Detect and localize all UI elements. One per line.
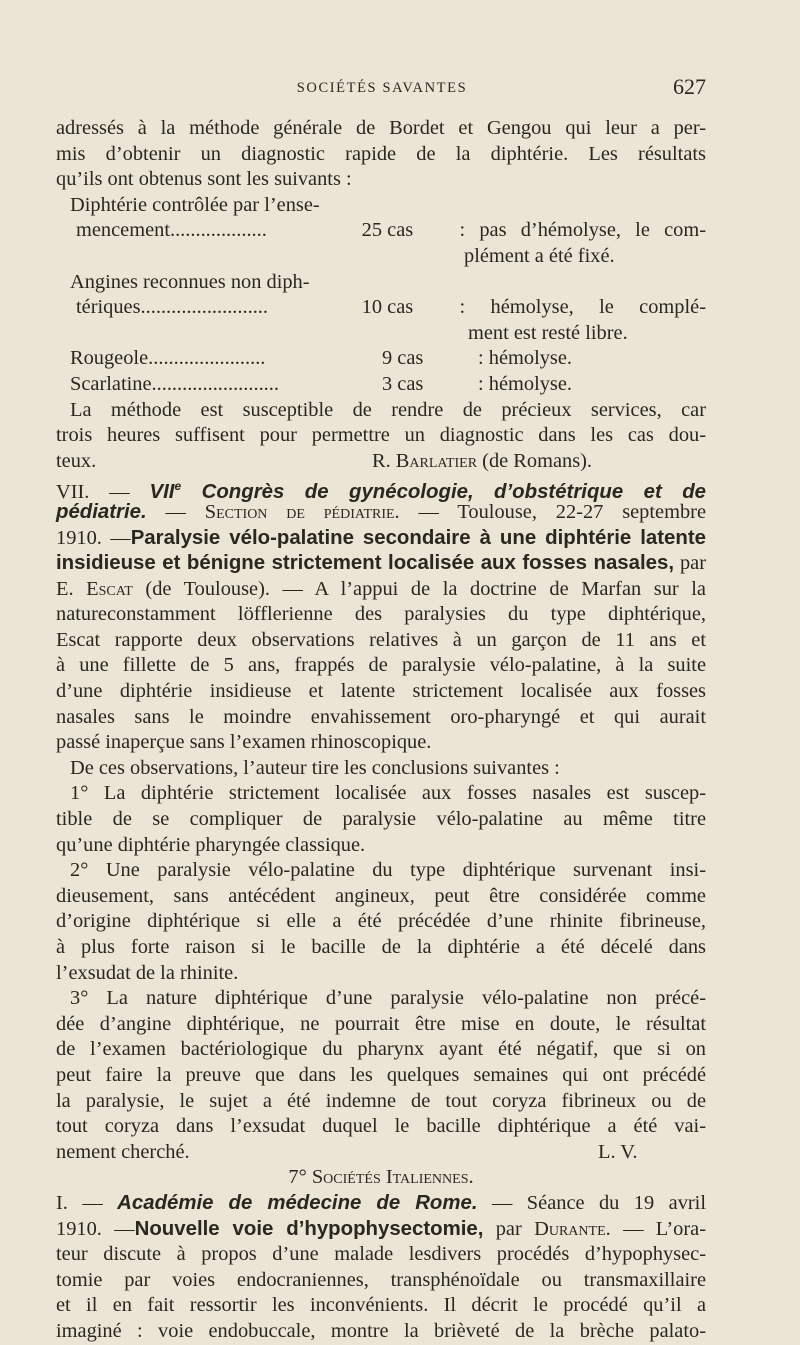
result-outcome: : hémolyse. — [478, 372, 573, 395]
text-line: nasales sans le moindre envahissement oro-pharyngé et qui aurait — [56, 705, 706, 728]
table-row — [56, 270, 706, 296]
author-signature — [372, 449, 592, 475]
table-row — [56, 244, 706, 270]
author-signature: L. V. — [598, 1140, 638, 1163]
signature-line — [56, 1140, 706, 1166]
author-initial: E. — [56, 577, 87, 600]
text-line: La méthode est susceptible de rendre de précieux services, car — [70, 398, 706, 421]
text-line: imaginé : voie endobuccale, montre la brièveté de la brèche palato- — [56, 1319, 706, 1342]
text-line: la paralysie, le sujet a été indemne de tout coryza fibrineux ou de — [56, 1089, 706, 1112]
table-row — [56, 218, 706, 244]
table-row — [56, 193, 706, 219]
result-label: tériques......................... — [76, 296, 268, 319]
result-outcome: plément a été fixé. — [464, 244, 615, 267]
year: 1910. — — [56, 526, 131, 549]
place-date: — Toulouse, 22-27 septembre — [399, 500, 706, 523]
text-line: passé inaperçue sans l’examen rhinoscopique. — [56, 731, 432, 754]
text-line — [56, 577, 706, 603]
page-header — [58, 74, 706, 102]
result-count: 3 cas — [382, 372, 424, 395]
author-name: Durante — [534, 1217, 606, 1240]
title-part: VII — [149, 481, 175, 504]
text-line: 2° Une paralysie vélo-palatine du type diphtérique survenant insi- — [70, 859, 706, 882]
result-count: 10 cas — [361, 296, 414, 319]
text-fragment: (de Toulouse). — A l’appui de la doctrine de Marfan sur la — [132, 577, 706, 600]
heading-title: Sociétés Italiennes. — [311, 1166, 474, 1189]
text-line: l’exsudat de la rhinite. — [56, 961, 239, 984]
table-row — [56, 321, 706, 347]
article-title: Paralysie vélo-palatine secondaire à une diphtérie latente — [130, 526, 706, 549]
author-name: R. Barlatier — [372, 449, 478, 472]
section-title: pédiatrie. — [56, 500, 147, 523]
section-heading — [56, 474, 706, 504]
text-line: De ces observations, l’auteur tire les conclusions suivantes : — [70, 756, 560, 779]
running-title: SOCIÉTÉS SAVANTES — [296, 80, 468, 96]
text-line: mis d’obtenir un diagnostic rapide de la diphtérie. Les résultats — [56, 142, 706, 165]
text-line: et il en fait ressortir les inconvénients. Il décrit le procédé qu’il a — [56, 1294, 706, 1317]
signature-line — [56, 449, 706, 475]
text-line: tout coryza dans l’exsudat duquel le bacille diphtérique a été vai- — [56, 1115, 706, 1138]
text-line: tomie par voies endocraniennes, transphénoïdale ou transmaxillaire — [56, 1268, 706, 1291]
section-number: VII. — — [56, 481, 150, 504]
text-line: adressés à la méthode générale de Bordet et Gengou qui leur a per- — [56, 117, 706, 139]
title-part: Congrès de gynécologie, d’obstétrique et de — [181, 481, 706, 504]
author-place: (de Romans). — [477, 449, 593, 472]
result-count: 9 cas — [382, 347, 424, 370]
text-fragment: — Séance du 19 avril — [477, 1191, 707, 1214]
table-row — [56, 346, 706, 372]
section-heading — [56, 1165, 706, 1191]
table-row — [56, 295, 706, 321]
result-label: mencement................... — [76, 219, 267, 242]
text-line: à plus forte raison si le bacille de la diphtérie a été décelé dans — [56, 936, 706, 958]
text-line: natureconstamment löfflerienne des paralysies du type diphtérique, — [56, 603, 706, 626]
text-line: teur discute à propos d’une malade lesdivers procédés d’hypophysec- — [56, 1243, 706, 1266]
result-count: 25 cas — [361, 219, 414, 242]
text-line: d’une diphtérie insidieuse et latente strictement localisée aux fosses — [56, 680, 706, 703]
result-outcome: : hémolyse. — [478, 347, 573, 370]
text-line: 1° La diphtérie strictement localisée aux fosses nasales est suscep- — [70, 782, 706, 805]
heading-number: 7° — [288, 1166, 312, 1189]
section-label: Section de pédiatrie. — [204, 500, 400, 523]
text-line: à une fillette de 5 ans, frappés de paralysie vélo-palatine, à la suite — [56, 654, 706, 677]
result-label: Rougeole....................... — [70, 347, 266, 370]
author-name: Escat — [86, 577, 133, 600]
text-line: de l’examen bactériologique du pharynx ayant été négatif, que si on — [56, 1038, 706, 1061]
text-fragment: par — [483, 1217, 535, 1240]
text-line: peut faire la preuve que dans les quelques semaines qui ont précédé — [56, 1063, 706, 1086]
text-line: teux. — [56, 449, 97, 472]
result-label: Angines reconnues non diph- — [70, 270, 310, 293]
title-superscript: e — [174, 479, 182, 494]
text-line — [56, 1191, 706, 1217]
text-fragment: . — L’ora- — [605, 1217, 707, 1240]
text-line: 3° La nature diphtérique d’une paralysie vélo-palatine non précé- — [70, 987, 706, 1010]
text-line — [56, 1217, 706, 1243]
result-label: Diphtérie contrôlée par l’ense- — [70, 193, 320, 216]
text-line: nement cherché. — [56, 1140, 190, 1163]
result-outcome: : pas d’hémolyse, le com- — [459, 219, 706, 242]
year: 1910. — — [56, 1217, 135, 1240]
result-outcome: ment est resté libre. — [468, 321, 628, 344]
text-line: tible de se compliquer de paralysie vélo-palatine au même titre — [56, 808, 706, 831]
text-line — [56, 500, 706, 526]
article-title: Nouvelle voie d’hypophysectomie, — [134, 1217, 484, 1240]
text-line: dée d’angine diphtérique, ne pourrait être mise en doute, le résultat — [56, 1012, 706, 1035]
table-row — [56, 372, 706, 398]
results-table — [56, 193, 706, 398]
text-line — [56, 551, 706, 577]
result-label: Scarlatine......................... — [70, 372, 279, 395]
text-line: trois heures suffisent pour permettre un diagnostic dans les cas dou- — [56, 424, 706, 447]
text-line: qu’une diphtérie pharyngée classique. — [56, 833, 366, 856]
text-line: Escat rapporte deux observations relatives à un garçon de 11 ans et — [56, 628, 706, 651]
text-line: qu’ils ont obtenus sont les suivants : — [56, 168, 352, 191]
result-outcome: : hémolyse, le complé- — [459, 296, 706, 319]
separator: — — [146, 500, 205, 523]
text-line: dieusement, sans antécédent angineux, peut être considérée comme — [56, 884, 706, 907]
page-number: 627 — [673, 74, 706, 99]
page-body — [56, 116, 706, 1345]
text-line — [56, 526, 706, 552]
article-title: insidieuse et bénigne strictement localisée aux fosses nasales, — [56, 552, 674, 575]
section-number: I. — — [56, 1191, 118, 1214]
text-line: d’origine diphtérique si elle a été précédée d’une rhinite fibrineuse, — [56, 910, 706, 933]
section-title: Académie de médecine de Rome. — [117, 1191, 478, 1214]
text-fragment: par — [674, 552, 706, 575]
